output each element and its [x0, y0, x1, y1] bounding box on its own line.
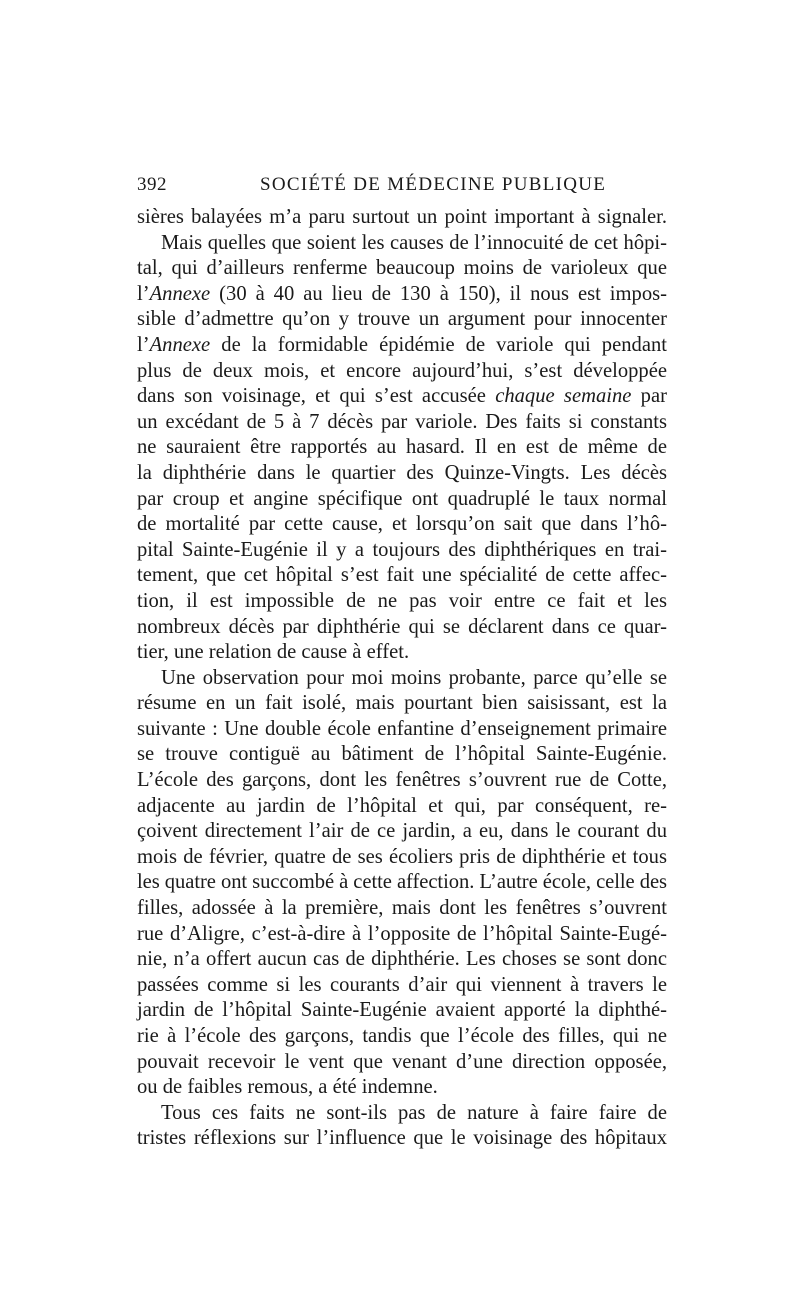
text-line: Mais quelles que soient les causes de l’innocuité de cet hôpi-	[161, 231, 667, 254]
text-line: sières balayées m’a paru surtout un point important à signaler.	[137, 206, 667, 228]
running-header	[137, 174, 667, 198]
paragraph	[137, 666, 667, 1101]
text-line: dans son voisinage, et qui s’est accusée chaque semaine par	[137, 385, 667, 408]
text-line: nombreux décès par diphthérie qui se déclarent dans ce quar-	[137, 615, 667, 638]
text-line: L’école des garçons, dont les fenêtres s’ouvrent rue de Cotte,	[137, 769, 667, 792]
text-line: sible d’admettre qu’on y trouve un argument pour innocenter	[137, 308, 667, 331]
text-line: pouvait recevoir le vent que venant d’une direction opposée,	[137, 1050, 667, 1073]
text-line: ou de faibles remous, a été indemne.	[137, 1076, 438, 1099]
text-line: pital Sainte-Eugénie il y a toujours des diphthériques en trai-	[137, 538, 667, 561]
text-line: rue d’Aligre, c’est-à-dire à l’opposite de l’hôpital Sainte-Eugé-	[137, 922, 667, 945]
paragraph	[137, 205, 667, 231]
text-line: tier, une relation de cause à effet.	[137, 641, 410, 664]
body-text	[137, 205, 667, 1152]
text-line: de mortalité par cette cause, et lorsqu’on sait que dans l’hô-	[137, 513, 667, 536]
text-line: ne sauraient être rapportés au hasard. Il en est de même de	[137, 436, 667, 459]
text-line: filles, adossée à la première, mais dont les fenêtres s’ouvrent	[137, 897, 667, 920]
paragraph	[137, 1101, 667, 1152]
text-line: çoivent directement l’air de ce jardin, a eu, dans le courant du	[137, 820, 667, 843]
text-line: Tous ces faits ne sont-ils pas de nature à faire faire de	[161, 1101, 667, 1124]
text-line: tal, qui d’ailleurs renferme beaucoup moins de varioleux que	[137, 257, 667, 280]
text-line: rie à l’école des garçons, tandis que l’école des filles, qui ne	[137, 1025, 667, 1047]
text-line: jardin de l’hôpital Sainte-Eugénie avaient apporté la diphthé-	[137, 999, 667, 1022]
text-line: tement, que cet hôpital s’est fait une spécialité de cette affec-	[137, 564, 667, 587]
text-line: tion, il est impossible de ne pas voir entre ce fait et les	[137, 589, 667, 612]
text-line: adjacente au jardin de l’hôpital et qui, par conséquent, re-	[137, 794, 667, 817]
text-line: un excédant de 5 à 7 décès par variole. Des faits si constants	[137, 410, 667, 433]
text-line: mois de février, quatre de ses écoliers pris de diphthérie et tous	[137, 845, 667, 868]
text-line: plus de deux mois, et encore aujourd’hui, s’est développée	[137, 359, 667, 382]
text-line: tristes réflexions sur l’influence que le voisinage des hôpitaux	[137, 1127, 667, 1150]
text-line: les quatre ont succombé à cette affection. L’autre école, celle des	[137, 871, 667, 894]
page-number: 392	[137, 174, 167, 195]
text-line: nie, n’a offert aucun cas de diphthérie. Les choses se sont donc	[137, 948, 667, 971]
text-line: par croup et angine spécifique ont quadruplé le taux normal	[137, 487, 667, 510]
text-line: se trouve contiguë au bâtiment de l’hôpital Sainte-Eugénie.	[137, 743, 667, 766]
text-line: passées comme si les courants d’air qui viennent à travers le	[137, 973, 667, 996]
text-line: la diphthérie dans le quartier des Quinze-Vingts. Les décès	[137, 461, 667, 484]
text-line: résume en un fait isolé, mais pourtant bien saisissant, est la	[137, 692, 667, 715]
text-line: l’Annexe (30 à 40 au lieu de 130 à 150), il nous est impos-	[137, 282, 667, 305]
text-line: Une observation pour moi moins probante, parce qu’elle se	[161, 666, 667, 689]
paragraph	[137, 231, 667, 666]
text-line: suivante : Une double école enfantine d’enseignement primaire	[137, 717, 667, 740]
text-line: l’Annexe de la formidable épidémie de variole qui pendant	[137, 333, 667, 356]
running-title: SOCIÉTÉ DE MÉDECINE PUBLIQUE	[260, 174, 607, 195]
